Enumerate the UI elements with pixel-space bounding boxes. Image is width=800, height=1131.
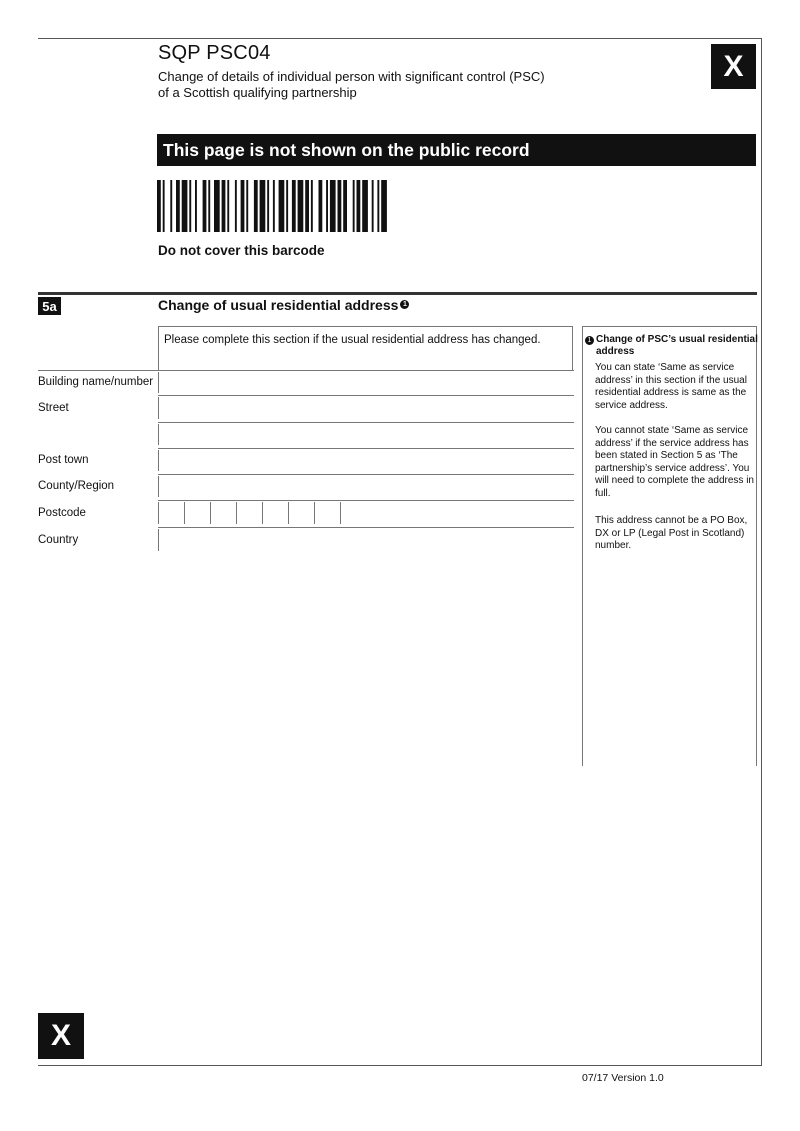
- postcode-box[interactable]: [184, 502, 185, 524]
- guidance-title: Change of PSC’s usual residential address: [596, 334, 758, 357]
- barcode-bar: [292, 180, 296, 232]
- barcode-bar: [235, 180, 237, 232]
- barcode: [157, 180, 437, 232]
- barcode-bar: [319, 180, 323, 232]
- barcode-bar: [381, 180, 387, 232]
- section-title-text: Change of usual residential address: [158, 297, 399, 313]
- postcode-box[interactable]: [288, 502, 289, 524]
- guidance-info-icon: 1: [585, 336, 594, 345]
- public-record-banner: This page is not shown on the public record: [157, 134, 756, 166]
- guidance-paragraph-1: You can state ‘Same as service address’ in this section if the usual residential address is same as the service address.: [595, 362, 747, 411]
- barcode-bar: [279, 180, 285, 232]
- barcode-bar: [214, 180, 220, 232]
- instruction-text: Please complete this section if the usual residential address has changed.: [164, 334, 541, 346]
- postcode-box[interactable]: [210, 502, 211, 524]
- barcode-bar: [362, 180, 368, 232]
- postcode-box[interactable]: [236, 502, 237, 524]
- section-number-badge: 5a: [38, 297, 61, 315]
- field-label-postcode: Postcode: [38, 507, 86, 519]
- barcode-bar: [273, 180, 275, 232]
- postcode-top-line: [158, 500, 365, 501]
- barcode-bar: [330, 180, 336, 232]
- post-town-input[interactable]: [158, 450, 159, 471]
- info-icon: 1: [400, 300, 409, 309]
- barcode-bar: [157, 180, 161, 232]
- page-top-border: [38, 38, 762, 39]
- barcode-bar: [227, 180, 229, 232]
- form-code: SQP PSC04: [158, 42, 271, 64]
- field-label-post-town: Post town: [38, 454, 89, 466]
- instruction-box: [158, 326, 573, 370]
- version-label: 07/17 Version 1.0: [582, 1072, 664, 1084]
- barcode-bar: [267, 180, 269, 232]
- barcode-bar: [195, 180, 197, 232]
- field-label-country: Country: [38, 534, 79, 546]
- barcode-bar: [163, 180, 165, 232]
- row-divider: [158, 448, 574, 449]
- barcode-bar: [254, 180, 258, 232]
- corner-mark-bottom: X: [38, 1013, 84, 1059]
- form-description-line-1: Change of details of individual person with significant control (PSC): [158, 69, 545, 84]
- barcode-bar: [343, 180, 347, 232]
- barcode-bar: [372, 180, 374, 232]
- barcode-bar: [353, 180, 355, 232]
- county-input[interactable]: [158, 476, 159, 497]
- page-bottom-border: [38, 1065, 762, 1066]
- barcode-bar: [246, 180, 248, 232]
- barcode-note: Do not cover this barcode: [158, 243, 325, 258]
- row-divider: [158, 395, 574, 396]
- barcode-bar: [286, 180, 288, 232]
- section-divider: [38, 292, 757, 295]
- section-title: [158, 297, 409, 313]
- building-input[interactable]: [158, 372, 159, 393]
- barcode-bar: [326, 180, 328, 232]
- street-input[interactable]: [158, 397, 159, 419]
- barcode-bar: [338, 180, 342, 232]
- field-label-building: Building name/number: [38, 376, 154, 388]
- barcode-bar: [298, 180, 304, 232]
- street-input-line-2[interactable]: [158, 424, 159, 445]
- page-right-border: [761, 38, 762, 1066]
- barcode-bar: [203, 180, 207, 232]
- form-description-line-2: of a Scottish qualifying partnership: [158, 85, 357, 100]
- field-label-street: Street: [38, 402, 69, 414]
- barcode-bar: [170, 180, 172, 232]
- field-label-county: County/Region: [38, 480, 115, 492]
- postcode-box[interactable]: [158, 502, 159, 524]
- form-description: [158, 69, 638, 101]
- barcode-bar: [260, 180, 266, 232]
- barcode-bar: [241, 180, 245, 232]
- barcode-bar: [357, 180, 361, 232]
- row-divider: [158, 422, 574, 423]
- barcode-bar: [305, 180, 309, 232]
- postcode-box[interactable]: [340, 502, 341, 524]
- barcode-bar: [189, 180, 191, 232]
- row-divider: [38, 370, 574, 371]
- postcode-box[interactable]: [262, 502, 263, 524]
- barcode-bar: [311, 180, 313, 232]
- barcode-bar: [176, 180, 180, 232]
- barcode-bar: [377, 180, 379, 232]
- row-divider: [158, 474, 574, 475]
- guidance-paragraph-2: You cannot state ‘Same as service address’ if the service address has been stated in Section 5 as ‘The partnership’s service address’. You will need to complete the address in full.: [595, 425, 754, 499]
- postcode-box[interactable]: [314, 502, 315, 524]
- barcode-bar: [222, 180, 226, 232]
- barcode-bar: [182, 180, 188, 232]
- corner-mark-top: X: [711, 44, 756, 89]
- barcode-bar: [208, 180, 210, 232]
- row-divider: [158, 527, 574, 528]
- country-input[interactable]: [158, 529, 159, 551]
- guidance-paragraph-3: This address cannot be a PO Box, DX or LP (Legal Post in Scotland) number.: [595, 515, 748, 551]
